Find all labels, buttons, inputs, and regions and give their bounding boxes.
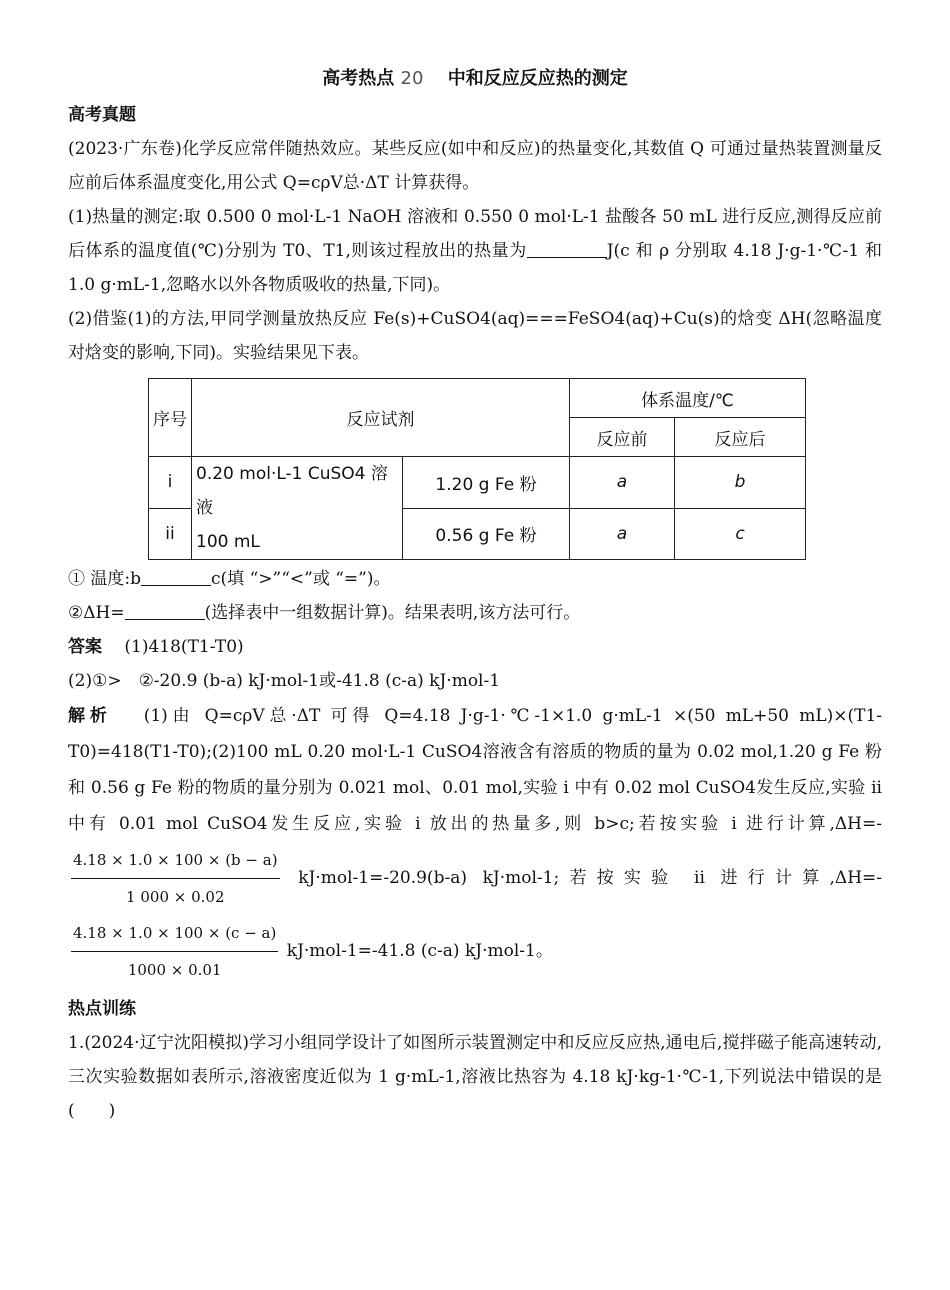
answer-blank — [141, 567, 211, 586]
row-1-fe: 1.20 g Fe 粉 — [403, 457, 570, 509]
row-2-before: a — [570, 508, 675, 560]
intro-paragraph: (2023·广东卷)化学反应常伴随热效应。某些反应(如中和反应)的热量变化,其数值 Q 可通过量热装置测量反应前后体系温度变化,用公式 Q=cρV总·ΔT 计算获得。 — [68, 139, 882, 193]
experiment-table — [148, 378, 806, 560]
page-title: 高考热点 20 中和反应反应热的测定 — [322, 68, 628, 89]
header-seq: 序号 — [149, 379, 192, 457]
answer-line-1: 答案 (1)418(T1-T0) — [68, 637, 244, 657]
row-2-seq: ii — [149, 508, 192, 560]
question-2: (2)借鉴(1)的方法,甲同学测量放热反应 Fe(s)+CuSO4(aq)===FeSO4(aq)+Cu(s)的焓变 ΔH(忽略温度对焓变的影响,下同)。实验结果见下表。 — [68, 309, 882, 363]
explanation-label: 解析 — [68, 706, 112, 726]
row-1-after: b — [675, 457, 806, 509]
answer-line-2: (2)①> ②-20.9 (b-a) kJ·mol-1或-41.8 (c-a) kJ·mol-1 — [68, 671, 501, 691]
header-reagent: 反应试剂 — [192, 379, 570, 457]
question-2-1: ① 温度:b c(填 “>”“<”或 “=”)。 — [68, 569, 391, 589]
question-2-2: ②ΔH= (选择表中一组数据计算)。结果表明,该方法可行。 — [68, 603, 581, 623]
row-1-before: a — [570, 457, 675, 509]
row-1-seq: i — [149, 457, 192, 509]
header-after: 反应后 — [675, 418, 806, 457]
header-before: 反应前 — [570, 418, 675, 457]
row-2-after: c — [675, 508, 806, 560]
header-temp: 体系温度/℃ — [570, 379, 806, 418]
document-page — [68, 64, 882, 1128]
section-heading-training: 热点训练 — [68, 999, 136, 1019]
training-question-1: 1.(2024·辽宁沈阳模拟)学习小组同学设计了如图所示装置测定中和反应反应热,通电后,搅拌磁子能高速转动,三次实验数据如表所示,溶液密度近似为 1 g·mL-1,溶液比热容为 4.18 kJ·kg-1·℃-1,下列说法中错误的是( ) — [68, 1033, 882, 1121]
reagent-common-cell: 0.20 mol·L-1 CuSO4 溶液 100 mL — [192, 457, 403, 560]
fraction-1: $\frac{4.18 \times 1.0 \times 100 \times (b - a)}{1 000 \times 0.02}$ — [71, 842, 280, 915]
section-heading-real-exam: 高考真题 — [68, 105, 136, 125]
answer-blank — [125, 601, 205, 620]
question-1: (1)热量的测定:取 0.500 0 mol·L-1 NaOH 溶液和 0.550 0 mol·L-1 盐酸各 50 mL 进行反应,测得反应前后体系的温度值(℃)分别为 T0、T1,则该过程放出的热量为 J(c 和 ρ 分别取 4.18 J·g-1·℃-1 和 1.0 g·mL-1,忽略水以外各物质吸收的热量,下同)。 — [68, 207, 882, 295]
row-2-fe: 0.56 g Fe 粉 — [403, 508, 570, 560]
explanation: 解析 (1)由 Q=cρV总·ΔT 可得 Q=4.18 J·g-1·℃-1×1.0 g·mL-1 ×(50 mL+50 mL)×(T1-T0)=418(T1-T0);(2)100 mL 0.20 mol·L-1 CuSO4溶液含有溶质的物质的量为 0.02 mol,1.20 g Fe 粉和 0.56 g Fe 粉的物质的量分别为 0.021 mol、0.01 mol,实验 i 中有 0.02 mol CuSO4发生反应,实验 ii 中有 0.01 mol CuSO4发生反应,实验 i 放出的热量多,则 b>c;若按实验 i 进行计算,ΔH=- $\frac{4.18 \times 1.0 \times 100 \times (b - a)}{1 000 \times 0.02}$ kJ·mol-1=-20.9(b-a) kJ·mol-1;若按实验 ii 进行计算,ΔH=- $\frac{4.18 \times 1.0 \times 100 \times (c - a)}{1000 \times 0.01}$ kJ·mol-1=-41.8 (c-a) kJ·mol-1。 — [68, 698, 882, 988]
fraction-2: $\frac{4.18 \times 1.0 \times 100 \times (c - a)}{1000 \times 0.01}$ — [71, 915, 278, 988]
answer-label: 答案 — [68, 637, 102, 657]
answer-blank — [527, 239, 607, 258]
